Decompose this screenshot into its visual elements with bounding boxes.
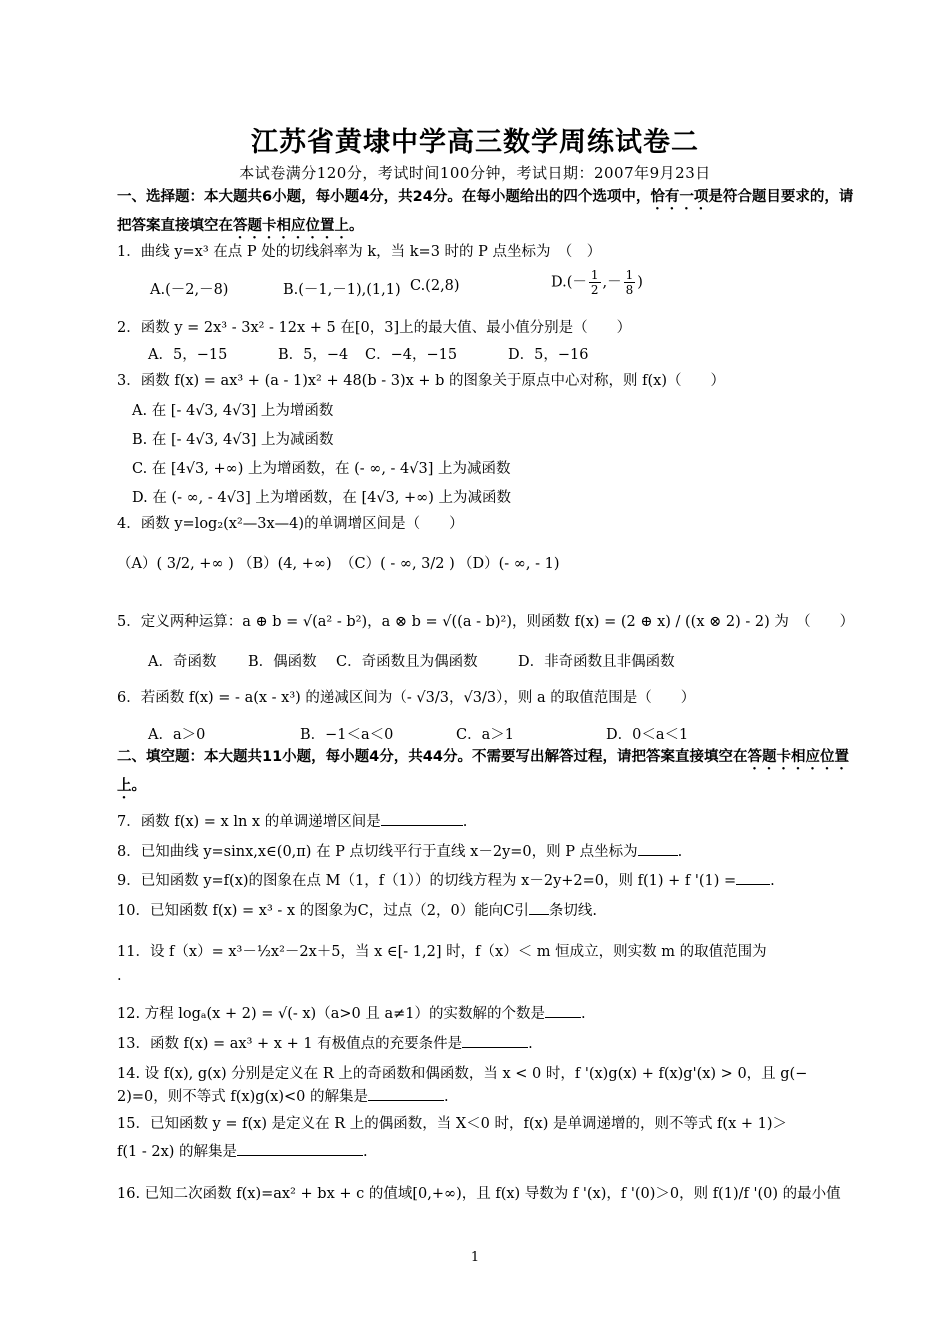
option-b: （B）(4, +∞) [238,556,332,572]
section-text: 。 [131,778,146,794]
section-text: 一、选择题：本大题共6小题，每小题4分，共24分。在每小题给出的四个选项中， [117,189,651,205]
option-d [551,268,643,297]
option-b: B. 在 [- 4√3, 4√3] 上为减函数 [132,432,334,448]
question-text: 8．已知曲线 y=sinx,x∈(0,π) 在 P 点切线平行于直线 x－2y=0，则 P 点坐标为 [117,844,638,860]
option-a: A．5，−15 [148,347,228,363]
exam-info: 本试卷满分120分，考试时间100分钟，考试日期：2007年9月23日 [239,164,711,182]
question-6: 6．若函数 f(x) = - a(x - x³) 的递减区间为（- √3/3，√3/3），则 a 的取值范围是（ ） [117,690,696,706]
answer-blank[interactable] [381,811,463,826]
option-d: D．5，−16 [508,347,589,363]
question-text: 10．已知函数 f(x) = x³ - x 的图象为C，过点（2，0）能向C引 [117,903,529,919]
question-text: f(1 - 2x) 的解集是 [117,1144,238,1160]
option-b: B.(－1,－1),(1,1) [283,282,401,298]
question-15-cont [117,1140,865,1161]
section-fill-heading [117,744,865,802]
option-d: （D）(- ∞, - 1) [458,556,560,572]
option-text: D.(－ [551,274,587,291]
option-a: A．a＞0 [148,727,206,743]
option-text: ,－ [602,274,622,291]
question-5: 5．定义两种运算：a ⊕ b = √(a² - b²)，a ⊗ b = √((a - b)²)，则函数 f(x) = (2 ⊕ x) / ((x ⊗ 2) - 2) 为 （ ） [117,614,855,630]
question-11: 11．设 f（x）= x³－½x²－2x＋5，当 x ∈[- 1,2] 时，f（x）＜ m 恒成立，则实数 m 的取值范围为 [117,944,767,960]
question-10 [117,899,865,920]
answer-blank[interactable] [237,1141,363,1156]
page-title: 江苏省黄埭中学高三数学周练试卷二 [251,127,699,158]
emphasis-text: 答题卡相应位置上 [117,749,849,794]
option-d: D. 在 (- ∞, - 4√3] 上为增函数，在 [4√3, +∞) 上为减函数 [132,490,512,506]
fraction: $\frac{1}{2}$ [590,268,599,297]
question-4: 4．函数 y=log₂(x²—3x—4)的单调增区间是（ ） [117,516,464,532]
option-c: C．奇函数且为偶函数 [336,654,478,670]
question-14-cont [117,1085,865,1106]
option-b: B．偶函数 [248,654,317,670]
answer-blank[interactable] [529,900,549,915]
answer-blank[interactable] [545,1003,581,1018]
punctuation: . [770,873,775,889]
option-a: A. 在 [- 4√3, 4√3] 上为增函数 [132,403,334,419]
punctuation: . [677,844,683,860]
section-text: 是符合题目要求的，请把答案直接填空在 [117,189,854,234]
question-13 [117,1032,865,1053]
option-c: （C）( - ∞, 3/2 ) [340,556,455,572]
question-text: 9．已知函数 y=f(x)的图象在点 M（1，f（1））的切线方程为 x－2y+2=0，则 f(1) + f '(1) = [117,873,737,889]
option-c: C.(2,8) [410,278,460,294]
question-text: 条切线. [548,903,597,919]
option-c: C．−4，−15 [365,347,458,363]
question-14: 14. 设 f(x), g(x) 分别是定义在 R 上的奇函数和偶函数，当 x < 0 时，f '(x)g(x) + f(x)g'(x) > 0，且 g(− [117,1066,808,1082]
question-text: 13．函数 f(x) = ax³ + x + 1 有极值点的充要条件是 [117,1036,463,1052]
option-c: C. 在 [4√3, +∞) 上为增函数，在 (- ∞, - 4√3] 上为减函数 [132,461,511,477]
option-a: A.(－2,－8) [150,282,229,298]
question-11-end: . [117,968,122,984]
fraction: $\frac{1}{8}$ [625,268,634,297]
option-c: C．a＞1 [456,727,514,743]
option-text: ) [637,274,643,291]
section-choice-heading [117,184,865,242]
question-text: 12. 方程 logₐ(x + 2) = √(- x)（a>0 且 a≠1）的实数解的个数是 [117,1006,545,1022]
question-15: 15．已知函数 y = f(x) 是定义在 R 上的偶函数，当 X＜0 时，f(x) 是单调递增的，则不等式 f(x + 1)＞ [117,1116,788,1132]
question-12 [117,1002,865,1023]
emphasis-text: 恰有一项 [650,189,709,205]
question-text: 2)=0，则不等式 f(x)g(x)<0 的解集是 [117,1089,368,1105]
answer-blank[interactable] [736,870,770,885]
page-number: 1 [470,1250,480,1265]
question-7 [117,810,865,831]
option-b: B．5，−4 [278,347,349,363]
option-a: （A）( 3/2, +∞ ) [117,556,234,572]
section-text: 二、填空题：本大题共11小题，每小题4分，共44分。不需要写出解答过程，请把答案直接填空在 [117,749,748,765]
option-b: B．−1＜a＜0 [300,727,394,743]
punctuation: . [462,814,468,830]
emphasis-text: 答题卡相应位置上 [233,218,349,234]
punctuation: . [580,1006,586,1022]
question-16: 16. 已知二次函数 f(x)=ax² + bx + c 的值域[0,+∞)，且 f(x) 导数为 f '(x)，f '(0)＞0，则 f(1)/f '(0) 的最小值 [117,1186,841,1202]
question-2: 2．函数 y = 2x³ - 3x² - 12x + 5 在[0，3]上的最大值、最小值分别是（ ） [117,320,632,336]
question-1: 1．曲线 y=x³ 在点 P 处的切线斜率为 k，当 k=3 时的 P 点坐标为 （ ） [117,244,602,260]
section-text: 。 [349,218,364,234]
punctuation: . [443,1089,449,1105]
answer-blank[interactable] [368,1086,444,1101]
option-d: D．非奇函数且非偶函数 [518,654,675,670]
answer-blank[interactable] [462,1033,528,1048]
question-9 [117,869,865,890]
answer-blank[interactable] [638,841,678,856]
question-3: 3．函数 f(x) = ax³ + (a - 1)x² + 48(b - 3)x + b 的图象关于原点中心对称，则 f(x)（ ） [117,373,726,389]
question-text: 7．函数 f(x) = x ln x 的单调递增区间是 [117,814,381,830]
punctuation: . [363,1144,368,1160]
punctuation: . [528,1036,533,1052]
option-d: D．0＜a＜1 [606,727,689,743]
question-8 [117,840,865,861]
option-a: A．奇函数 [148,654,217,670]
